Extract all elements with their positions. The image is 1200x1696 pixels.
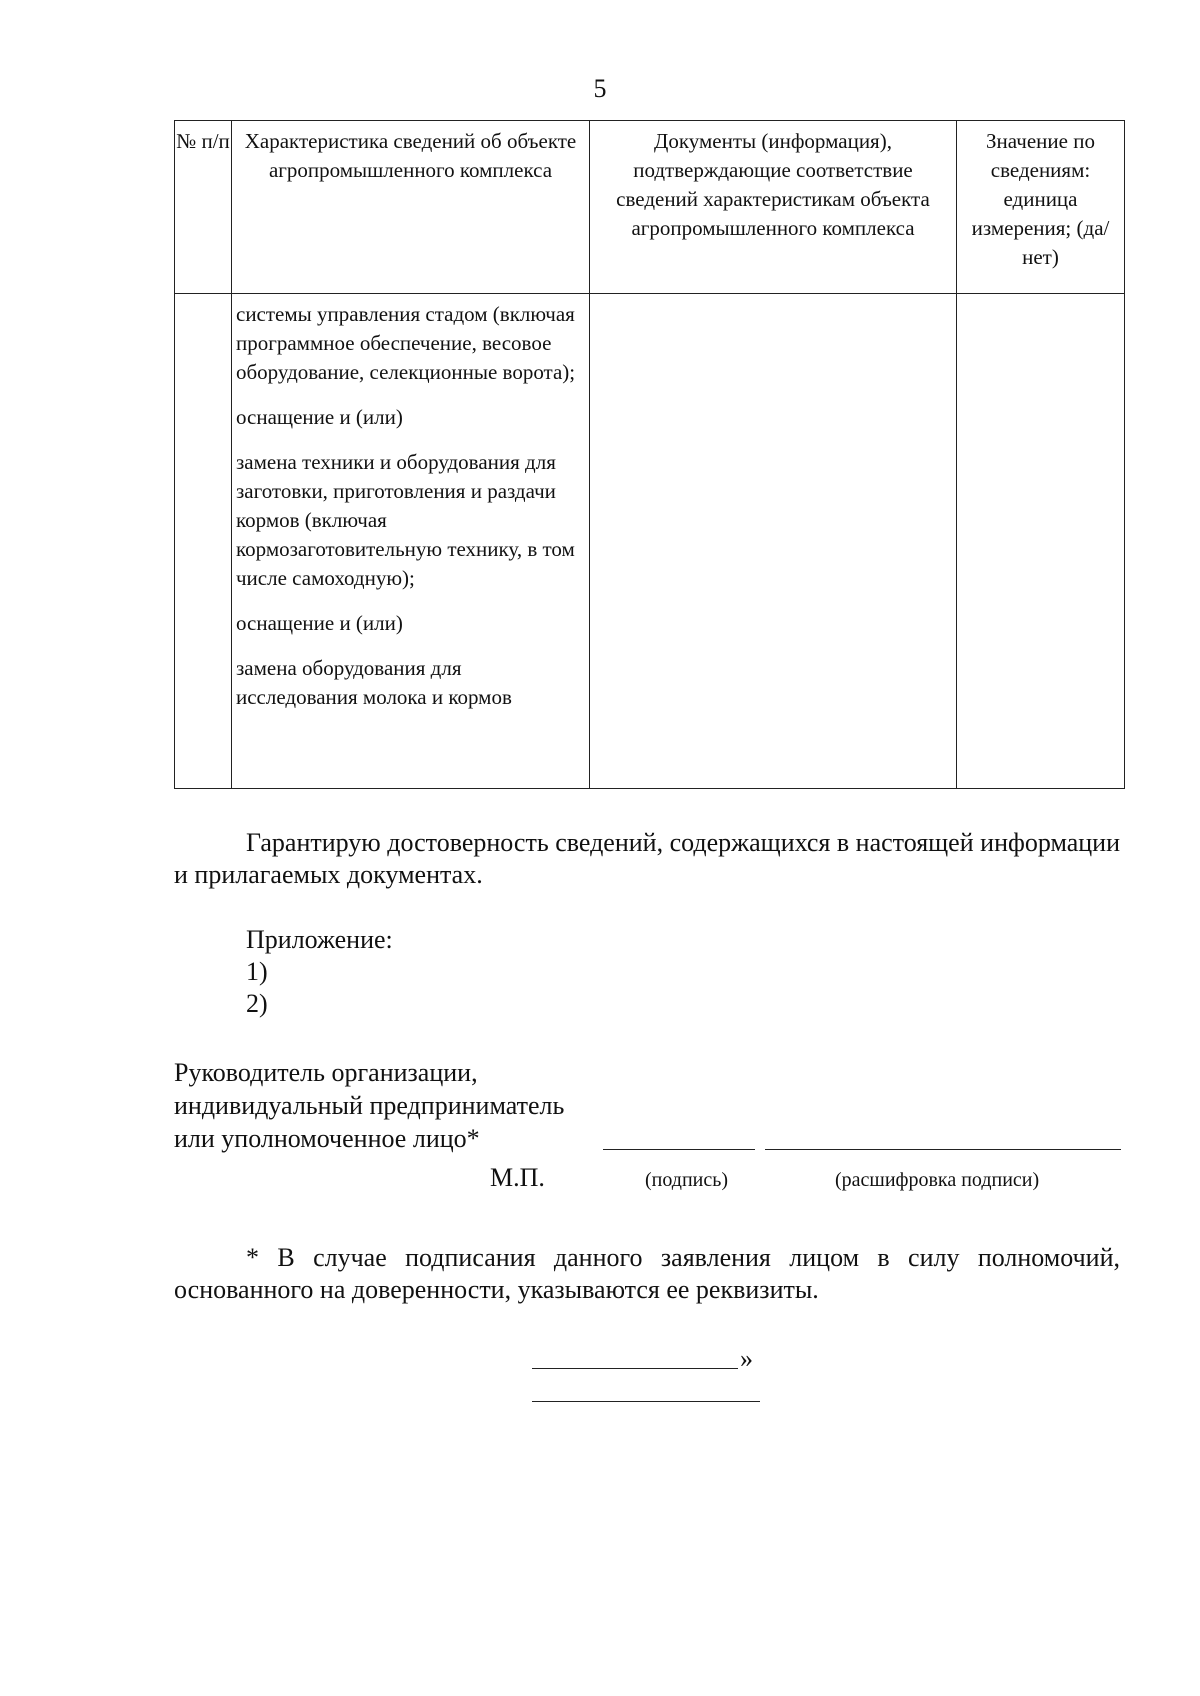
stamp-label: М.П. xyxy=(490,1163,545,1192)
appendix-title: Приложение: xyxy=(246,925,393,954)
decoding-line xyxy=(765,1149,1121,1150)
cell-characteristic xyxy=(232,294,590,789)
date-line-2 xyxy=(532,1401,760,1402)
signature-caption: (подпись) xyxy=(645,1169,729,1191)
date-line xyxy=(532,1368,738,1369)
cell-number xyxy=(175,294,232,789)
table-row xyxy=(175,294,1125,789)
table-header-row xyxy=(175,121,1125,294)
signer-line: Руководитель организации, xyxy=(174,1058,478,1087)
cell-value xyxy=(957,294,1125,789)
signer-line: или уполномоченное лицо* xyxy=(174,1124,480,1153)
footnote: * В случае подписания данного заявления лицом в силу полномочий, основанного на доверенности, указываются ее реквизиты. xyxy=(174,1243,1120,1304)
signature-line xyxy=(603,1149,755,1150)
list-item: оснащение и (или) xyxy=(236,405,403,429)
header-value: Значение по сведениям: единица измерения; (да/нет) xyxy=(957,121,1125,294)
list-item: оснащение и (или) xyxy=(236,611,403,635)
signer-line: индивидуальный предприниматель xyxy=(174,1091,565,1120)
appendix-item-2: 2) xyxy=(246,989,268,1018)
guarantee-paragraph: Гарантирую достоверность сведений, содержащихся в настоящей информации и прилагаемых документах. xyxy=(174,828,1120,889)
characteristics-table xyxy=(174,120,1125,789)
date-quote: » xyxy=(740,1344,753,1373)
list-item: замена техники и оборудования для заготовки, приготовления и раздачи кормов (включая кормозаготовительную технику, в том числе самоходную); xyxy=(236,450,575,590)
header-documents: Документы (информация), подтверждающие соответствие сведений характеристикам объекта агропромышленного комплекса xyxy=(590,121,957,294)
header-number: № п/п xyxy=(175,121,232,294)
decoding-caption: (расшифровка подписи) xyxy=(835,1169,1040,1191)
cell-documents xyxy=(590,294,957,789)
list-item: системы управления стадом (включая программное обеспечение, весовое оборудование, селекционные ворота); xyxy=(236,302,576,384)
signer-block xyxy=(174,1056,564,1155)
appendix-item-1: 1) xyxy=(246,957,268,986)
header-characteristic: Характеристика сведений об объекте агропромышленного комплекса xyxy=(232,121,590,294)
list-item: замена оборудования для исследования молока и кормов xyxy=(236,656,512,709)
page-number: 5 xyxy=(593,74,607,103)
